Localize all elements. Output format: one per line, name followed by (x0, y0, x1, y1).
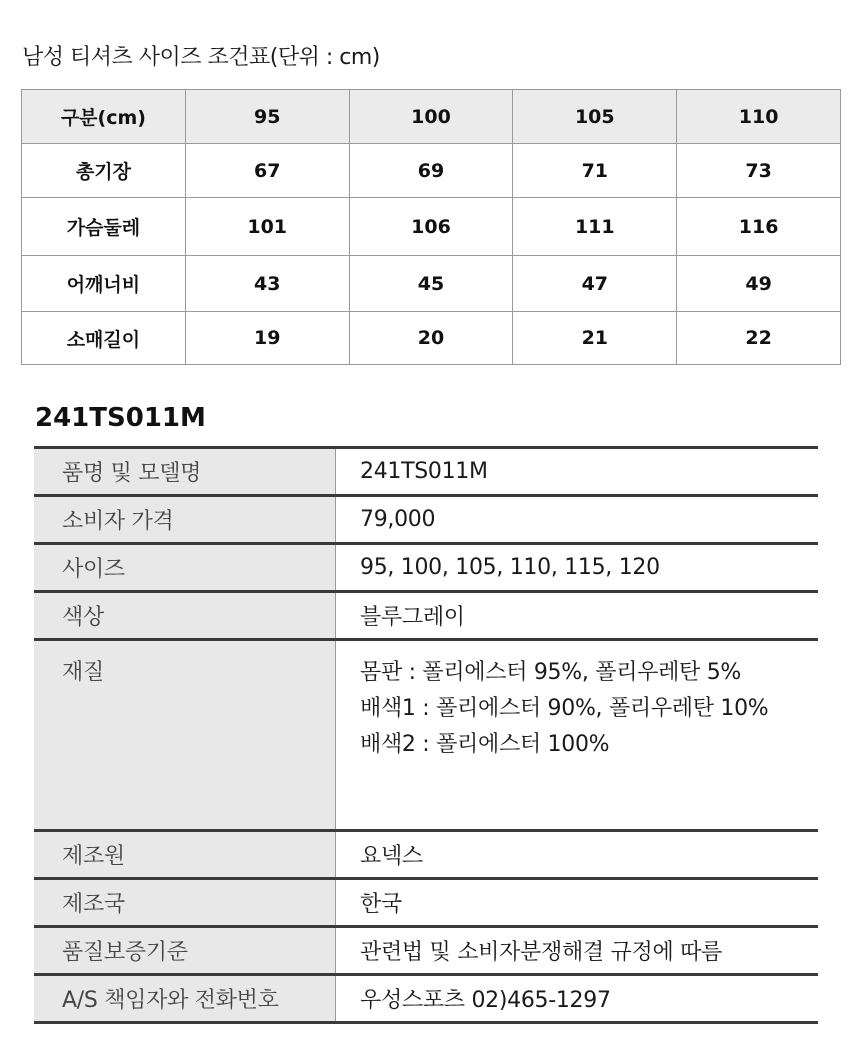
size-header-cell: 100 (349, 90, 513, 144)
size-cell: 111 (513, 198, 677, 256)
info-value: 우성스포츠 02)465-1297 (360, 988, 611, 1013)
size-cell: 43 (185, 256, 349, 312)
info-row (34, 831, 818, 879)
size-cell: 47 (513, 256, 677, 312)
info-key: 품질보증기준 (34, 927, 336, 975)
info-value-material (336, 640, 819, 831)
info-value: 95, 100, 105, 110, 115, 120 (360, 555, 660, 580)
info-value: 요넥스 (360, 844, 423, 869)
material-line: 몸판 : 폴리에스터 95%, 폴리우레탄 5% (360, 660, 741, 685)
size-cell: 21 (513, 312, 677, 365)
size-header-cell: 110 (677, 90, 841, 144)
size-cell: 71 (513, 144, 677, 198)
info-key: 제조국 (34, 879, 336, 927)
size-header-row (22, 90, 841, 144)
size-cell: 49 (677, 256, 841, 312)
info-value: 한국 (360, 892, 402, 917)
size-row-length (22, 144, 841, 198)
size-chart-title: 남성 티셔츠 사이즈 조건표(단위 : cm) (22, 45, 380, 70)
size-cell: 20 (349, 312, 513, 365)
info-row (34, 448, 818, 496)
size-row-label: 총기장 (22, 144, 186, 198)
size-header-cell: 구분(cm) (22, 90, 186, 144)
size-cell: 106 (349, 198, 513, 256)
size-row-chest (22, 198, 841, 256)
material-line: 배색2 : 폴리에스터 100% (360, 732, 610, 757)
info-key: 품명 및 모델명 (34, 448, 336, 496)
info-row (34, 496, 818, 544)
size-row-sleeve (22, 312, 841, 365)
size-row-label: 소매길이 (22, 312, 186, 365)
size-cell: 116 (677, 198, 841, 256)
size-cell: 45 (349, 256, 513, 312)
info-value: 241TS011M (360, 459, 488, 484)
info-key: 색상 (34, 592, 336, 640)
info-row (34, 879, 818, 927)
info-row (34, 927, 818, 975)
info-value: 79,000 (360, 507, 436, 532)
size-cell: 101 (185, 198, 349, 256)
info-key: 제조원 (34, 831, 336, 879)
info-value: 관련법 및 소비자분쟁해결 규정에 따름 (360, 940, 723, 965)
info-key: 소비자 가격 (34, 496, 336, 544)
info-row (34, 592, 818, 640)
info-row (34, 975, 818, 1023)
size-row-shoulder (22, 256, 841, 312)
info-value: 블루그레이 (360, 605, 465, 630)
size-header-cell: 95 (185, 90, 349, 144)
size-row-label: 가슴둘레 (22, 198, 186, 256)
size-chart-table (21, 89, 841, 365)
info-row (34, 544, 818, 592)
info-key: 재질 (34, 640, 336, 831)
material-line: 배색1 : 폴리에스터 90%, 폴리우레탄 10% (360, 696, 769, 721)
info-row-material (34, 640, 818, 831)
size-row-label: 어깨너비 (22, 256, 186, 312)
size-cell: 73 (677, 144, 841, 198)
size-header-cell: 105 (513, 90, 677, 144)
size-cell: 69 (349, 144, 513, 198)
info-key: A/S 책임자와 전화번호 (34, 975, 336, 1023)
size-cell: 67 (185, 144, 349, 198)
info-key: 사이즈 (34, 544, 336, 592)
size-cell: 19 (185, 312, 349, 365)
size-cell: 22 (677, 312, 841, 365)
model-title: 241TS011M (35, 403, 206, 433)
product-info-table (34, 446, 818, 1024)
